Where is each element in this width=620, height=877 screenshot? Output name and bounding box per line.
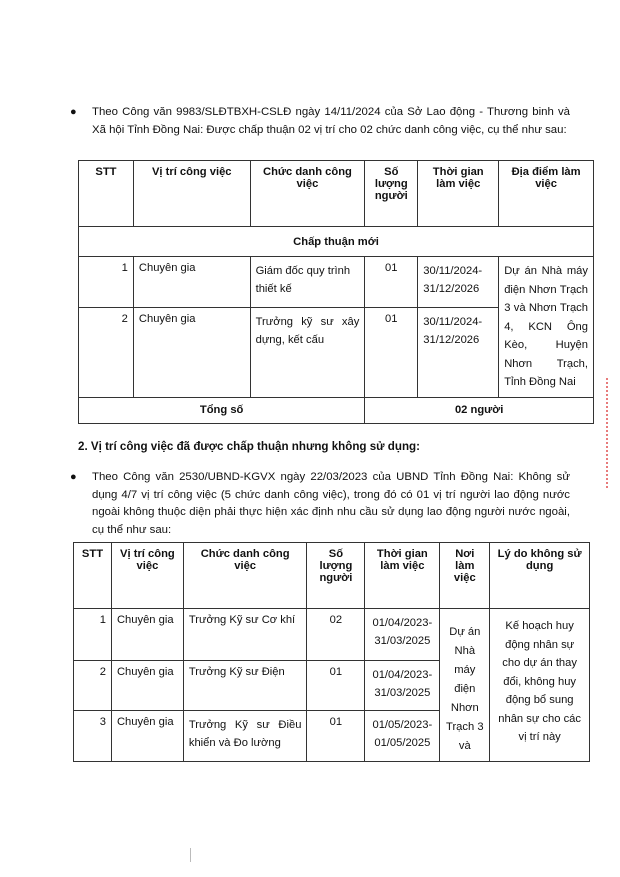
cell-quantity: 01 xyxy=(307,660,365,711)
bullet-icon: ● xyxy=(70,106,77,118)
cell-title: Trưởng Kỹ sư Điện xyxy=(183,660,307,711)
cell-quantity: 01 xyxy=(307,711,365,762)
cell-workplace: Dự án Nhà máy điện Nhơn Trạch 3 và xyxy=(440,609,490,762)
header-stt: STT xyxy=(79,161,134,227)
header-position: Vị trí công việc xyxy=(111,543,183,609)
section-2-heading: 2. Vị trí công việc đã được chấp thuận nhưng không sử dụng: xyxy=(78,440,420,453)
header-period: Thời gian làm việc xyxy=(365,543,440,609)
header-title: Chức danh công việc xyxy=(250,161,365,227)
header-position: Vị trí công việc xyxy=(133,161,250,227)
total-value: 02 người xyxy=(365,397,594,423)
cell-period: 01/05/2023-01/05/2025 xyxy=(365,711,440,762)
scan-artifact-mark xyxy=(190,848,191,862)
cell-stt: 3 xyxy=(74,711,112,762)
cell-location: Dự án Nhà máy điện Nhơn Trạch 3 và Nhơn Trạch 4, KCN Ông Kèo, Huyện Nhơn Trạch, Tỉnh Đồng Nai xyxy=(499,257,594,398)
header-workplace: Nơi làm việc xyxy=(440,543,490,609)
group-row xyxy=(79,227,594,257)
bullet-icon: ● xyxy=(70,471,77,483)
cell-title: Giám đốc quy trình thiết kế xyxy=(250,257,365,308)
cell-period: 01/04/2023-31/03/2025 xyxy=(365,609,440,661)
table-row xyxy=(79,257,594,308)
header-title: Chức danh công việc xyxy=(183,543,307,609)
cell-stt: 1 xyxy=(79,257,134,308)
header-stt: STT xyxy=(74,543,112,609)
header-period: Thời gian làm việc xyxy=(418,161,499,227)
cell-period: 30/11/2024-31/12/2026 xyxy=(418,257,499,308)
total-row xyxy=(79,397,594,423)
total-label: Tổng số xyxy=(79,397,365,423)
header-reason: Lý do không sử dụng xyxy=(490,543,590,609)
cell-stt: 2 xyxy=(79,308,134,397)
cell-stt: 2 xyxy=(74,660,112,711)
table-header-row xyxy=(79,161,594,227)
header-quantity: Số lượng người xyxy=(365,161,418,227)
cell-stt: 1 xyxy=(74,609,112,661)
bullet-text: Theo Công văn 9983/SLĐTBXH-CSLĐ ngày 14/11/2024 của Sở Lao động - Thương binh và Xã hội Tỉnh Đồng Nai: Được chấp thuận 02 vị trí cho 02 chức danh công việc, cụ thể như sau: xyxy=(92,106,570,136)
unused-positions-table xyxy=(73,542,590,762)
margin-stamp-mark xyxy=(606,378,612,488)
cell-quantity: 02 xyxy=(307,609,365,661)
cell-reason: Kế hoạch huy động nhân sự cho dự án thay đổi, không huy động bổ sung nhân sự cho các vị trí này xyxy=(490,609,590,762)
cell-position: Chuyên gia xyxy=(111,711,183,762)
table-row xyxy=(74,609,590,661)
cell-quantity: 01 xyxy=(365,257,418,308)
group-label: Chấp thuận mới xyxy=(79,227,594,257)
bullet-paragraph-1 xyxy=(70,104,570,139)
cell-period: 01/04/2023-31/03/2025 xyxy=(365,660,440,711)
cell-position: Chuyên gia xyxy=(111,660,183,711)
table-header-row xyxy=(74,543,590,609)
header-location: Địa điểm làm việc xyxy=(499,161,594,227)
approved-positions-table xyxy=(78,160,594,424)
cell-position: Chuyên gia xyxy=(111,609,183,661)
header-quantity: Số lượng người xyxy=(307,543,365,609)
cell-title: Trưởng Kỹ sư Điều khiển và Đo lường xyxy=(183,711,307,762)
cell-title: Trưởng Kỹ sư Cơ khí xyxy=(183,609,307,661)
bullet-text: Theo Công văn 2530/UBND-KGVX ngày 22/03/2023 của UBND Tỉnh Đồng Nai: Không sử dụng 4/7 vị trí công việc (5 chức danh công việc), trong đó có 01 vị trí người lao động nước ngoài không thuộc diện phải thực hiện xác định nhu cầu sử dụng lao động người nước ngoài, cụ thể như sau: xyxy=(92,471,570,536)
cell-quantity: 01 xyxy=(365,308,418,397)
cell-period: 30/11/2024-31/12/2026 xyxy=(418,308,499,397)
cell-position: Chuyên gia xyxy=(133,308,250,397)
cell-title: Trưởng kỹ sư xây dựng, kết cấu xyxy=(250,308,365,397)
bullet-paragraph-2 xyxy=(70,469,570,539)
cell-position: Chuyên gia xyxy=(133,257,250,308)
